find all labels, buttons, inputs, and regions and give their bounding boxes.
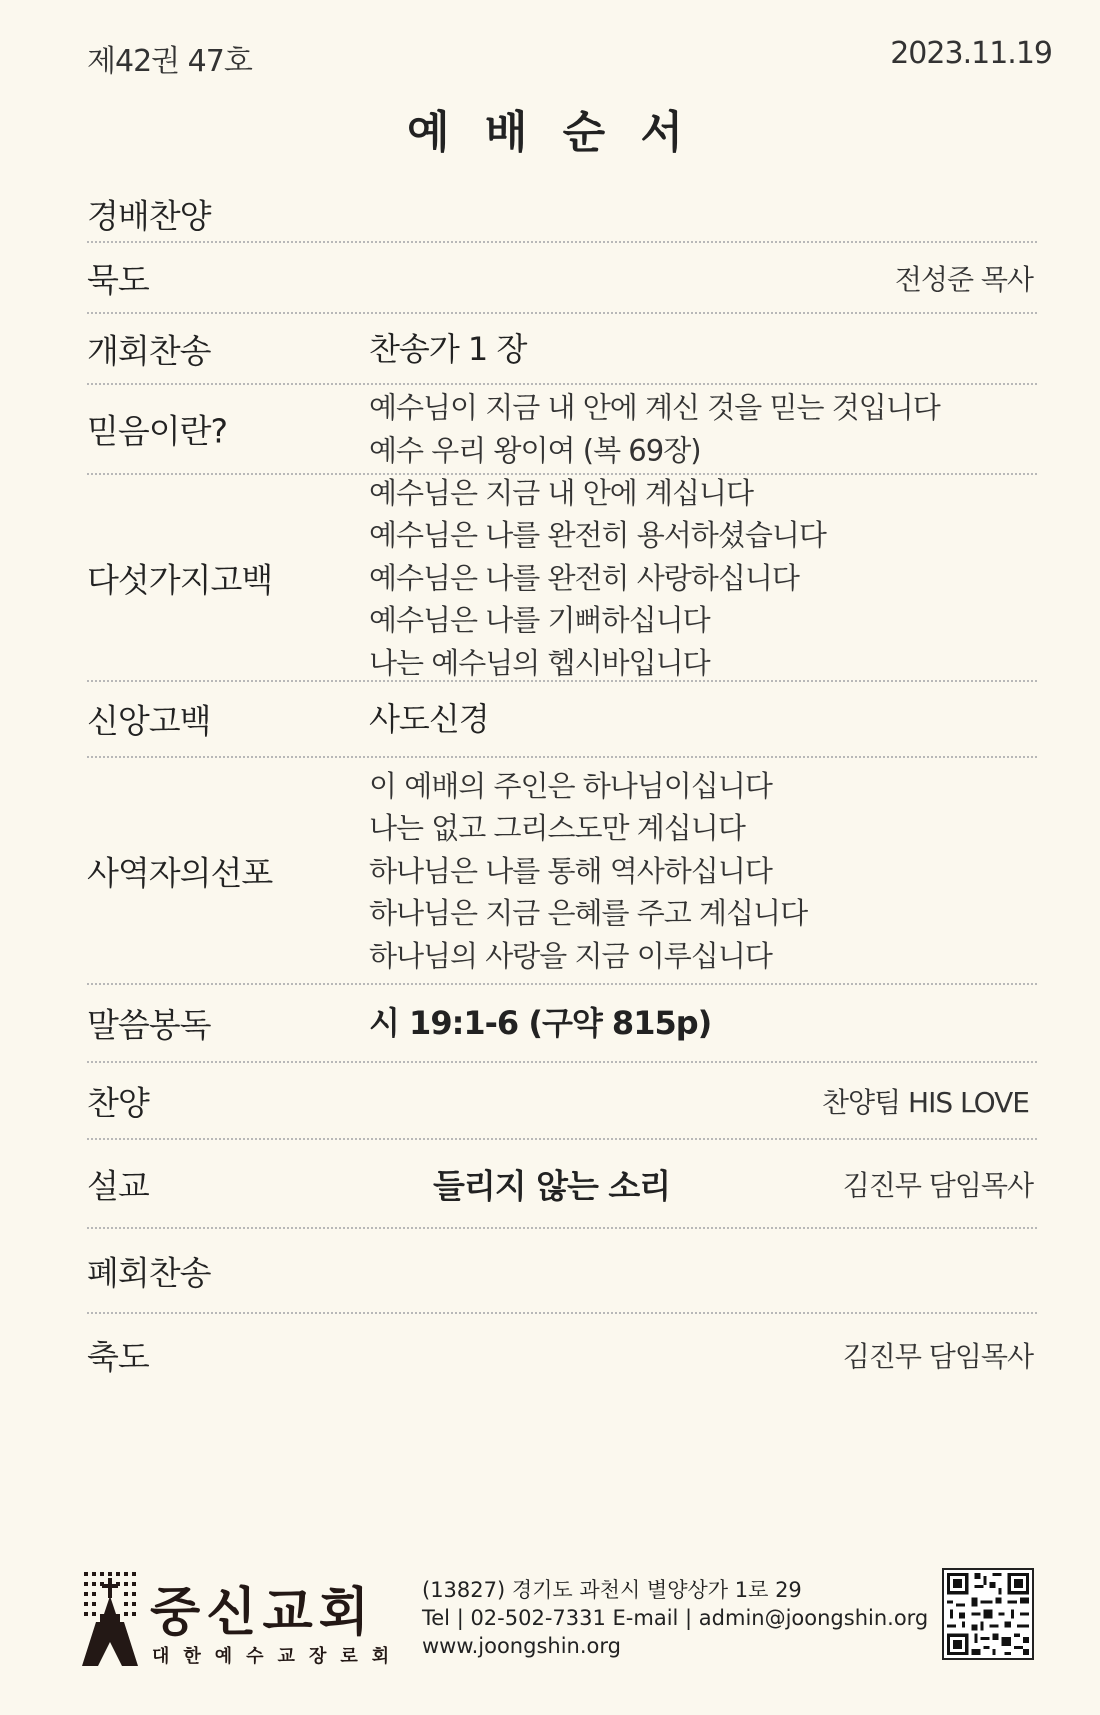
order-label: 묵도 (87, 260, 149, 299)
page-title: 예 배 순 서 (407, 107, 693, 158)
order-row-scripture-reading (87, 985, 1037, 1063)
order-label: 경배찬양 (87, 196, 211, 235)
order-label: 말씀봉독 (87, 1005, 211, 1045)
order-row-silent-prayer (87, 243, 1037, 314)
volume-number: 제42권 47호 (87, 44, 252, 79)
content-line: 하나님은 나를 통해 역사하십니다 (369, 853, 772, 888)
order-row-praise (87, 1063, 1037, 1140)
contact-info (422, 1576, 928, 1660)
order-label: 찬양 (87, 1083, 149, 1122)
content-line: 예수 우리 왕이여 (복 69장) (369, 433, 701, 467)
content-line: 하나님의 사랑을 지금 이루십니다 (369, 938, 772, 973)
content-line: 나는 없고 그리스도만 계십니다 (369, 810, 745, 845)
order-row-praise-worship (87, 186, 1037, 243)
order-label: 신앙고백 (87, 701, 211, 741)
content-line: 찬송가 1 장 (369, 329, 527, 368)
order-content (369, 764, 807, 977)
order-leader: 전성준 목사 (894, 262, 1033, 296)
order-row-benediction (87, 1314, 1037, 1396)
order-of-service (87, 186, 1037, 1396)
content-line: 이 예배의 주인은 하나님이십니다 (369, 768, 772, 803)
order-label: 폐회찬송 (87, 1253, 211, 1292)
content-line: 예수님이 지금 내 안에 계신 것을 믿는 것입니다 (369, 390, 940, 425)
content-line: 예수님은 나를 기뻐하십니다 (369, 602, 710, 637)
church-tower-icon (82, 1570, 144, 1666)
church-website[interactable]: www.joongshin.org (422, 1634, 621, 1658)
content-line: 하나님은 지금 은혜를 주고 계십니다 (369, 895, 808, 930)
order-leader: 김진무 담임목사 (842, 1168, 1033, 1202)
order-content (369, 387, 940, 472)
order-row-creed (87, 682, 1037, 758)
order-label: 설교 (87, 1166, 149, 1205)
content-line: 예수님은 나를 완전히 용서하셨습니다 (369, 517, 826, 552)
order-label: 축도 (87, 1337, 149, 1377)
order-label: 믿음이란? (87, 411, 228, 451)
church-address: (13827) 경기도 과천시 별양상가 1로 29 (422, 1578, 802, 1602)
order-row-opening-hymn (87, 314, 1037, 385)
church-name: 중신교회 (150, 1583, 375, 1643)
order-leader: 김진무 담임목사 (842, 1340, 1033, 1373)
content-line: 나는 예수님의 헵시바입니다 (369, 645, 710, 680)
order-label: 다섯가지고백 (87, 560, 273, 599)
qr-code-icon[interactable] (942, 1568, 1034, 1660)
order-row-sermon (87, 1140, 1037, 1229)
order-content (369, 471, 826, 684)
order-content (369, 327, 526, 370)
content-line: 시 19:1-6 (구약 815p) (369, 1003, 712, 1042)
order-label: 개회찬송 (87, 331, 211, 370)
order-row-what-is-faith (87, 385, 1037, 475)
footer (80, 1560, 1040, 1680)
order-row-closing-hymn (87, 1229, 1037, 1314)
content-line: 예수님은 나를 완전히 사랑하십니다 (369, 560, 799, 595)
order-leader: 찬양팀 HIS LOVE (821, 1085, 1029, 1119)
order-row-five-confessions (87, 475, 1037, 682)
church-logo (80, 1570, 404, 1680)
denomination: 대한예수교장로회 (152, 1646, 404, 1667)
sermon-title: 들리지 않는 소리 (433, 1166, 671, 1205)
church-contact: Tel | 02-502-7331 E-mail | admin@joongshin.org (422, 1606, 929, 1630)
order-content (369, 698, 489, 741)
content-line: 사도신경 (369, 699, 489, 738)
order-row-declaration (87, 758, 1037, 985)
content-line: 예수님은 지금 내 안에 계십니다 (369, 475, 754, 510)
order-label: 사역자의선포 (87, 853, 273, 892)
service-date: 2023.11.19 (890, 36, 1052, 71)
order-content (369, 1002, 711, 1045)
